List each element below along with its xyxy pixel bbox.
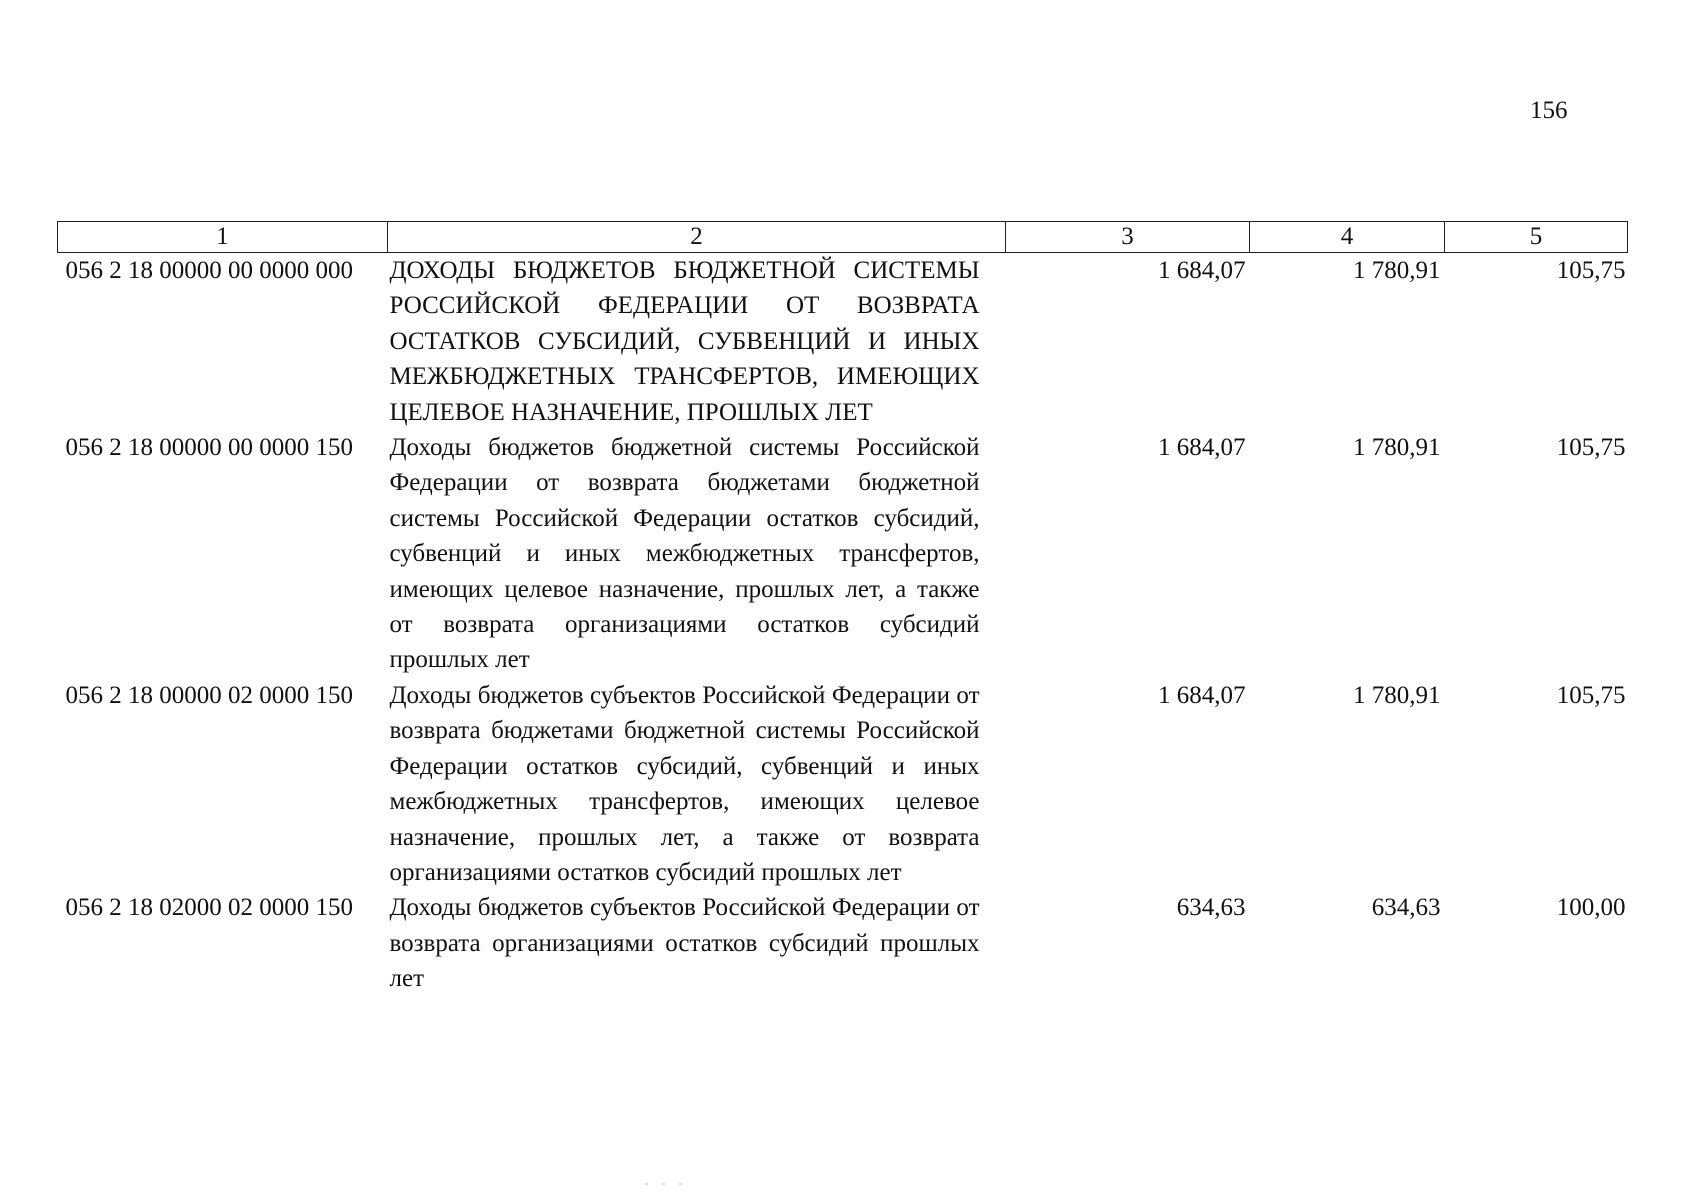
header-cell-1: 1 xyxy=(58,222,388,253)
row-code: 056 2 18 00000 00 0000 150 xyxy=(65,434,353,462)
row-name: Доходы бюджетов субъектов Российской Федерации от возврата бюджетами бюджетной системы Российской Федерации остатков субсидий, субвенций и иных межбюджетных трансфертов, имеющих целевое назначение, прошлых лет, а также от возврата организациями остатков субсидий прошлых лет xyxy=(389,681,980,886)
table-row xyxy=(58,430,1628,678)
page-number: 156 xyxy=(1530,97,1568,124)
row-col4-value: 1 780,91 xyxy=(1353,681,1441,709)
table-row xyxy=(58,890,1628,996)
table-row xyxy=(58,253,1628,431)
header-cell-3: 3 xyxy=(1006,222,1250,253)
row-col5-value: 105,75 xyxy=(1556,434,1626,462)
row-col3-value: 634,63 xyxy=(1176,894,1246,922)
table-body xyxy=(58,253,1628,997)
scan-dot xyxy=(662,1183,665,1185)
scan-dot xyxy=(645,1183,648,1185)
row-name: ДОХОДЫ БЮДЖЕТОВ БЮДЖЕТНОЙ СИСТЕМЫ РОССИЙСКОЙ ФЕДЕРАЦИИ ОТ ВОЗВРАТА ОСТАТКОВ СУБСИДИЙ, СУБВЕНЦИЙ И ИНЫХ МЕЖБЮДЖЕТНЫХ ТРАНСФЕРТОВ, ИМЕЮЩИХ ЦЕЛЕВОЕ НАЗНАЧЕНИЕ, ПРОШЛЫХ ЛЕТ xyxy=(389,257,980,426)
row-name: Доходы бюджетов субъектов Российской Федерации от возврата организациями остатков субсидий прошлых лет xyxy=(389,894,980,993)
row-code: 056 2 18 02000 02 0000 150 xyxy=(65,894,353,922)
row-col4-value: 1 780,91 xyxy=(1353,434,1441,462)
row-col3-value: 1 684,07 xyxy=(1158,681,1246,709)
row-col3-value: 1 684,07 xyxy=(1158,257,1246,284)
report-table-container xyxy=(57,221,1627,997)
row-col3-value: 1 684,07 xyxy=(1158,434,1246,462)
row-col4-value: 1 780,91 xyxy=(1353,257,1441,284)
table-row xyxy=(58,678,1628,890)
header-cell-4: 4 xyxy=(1250,222,1445,253)
header-cell-5: 5 xyxy=(1445,222,1628,253)
table-header xyxy=(58,222,1628,253)
row-col5-value: 100,00 xyxy=(1556,894,1626,922)
row-col4-value: 634,63 xyxy=(1371,894,1441,922)
scan-dot xyxy=(679,1183,682,1185)
scan-artifact xyxy=(645,1172,715,1180)
row-col5-value: 105,75 xyxy=(1556,681,1626,709)
row-col5-value: 105,75 xyxy=(1556,257,1626,284)
header-cell-2: 2 xyxy=(388,222,1006,253)
row-code: 056 2 18 00000 02 0000 150 xyxy=(65,681,353,709)
row-name: Доходы бюджетов бюджетной системы Российской Федерации от возврата бюджетами бюджетной системы Российской Федерации остатков субсидий, субвенций и иных межбюджетных трансфертов, имеющих целевое назначение, прошлых лет, а также от возврата организациями остатков субсидий прошлых лет xyxy=(389,434,980,674)
report-table xyxy=(57,221,1628,997)
header-row xyxy=(58,222,1628,253)
row-code: 056 2 18 00000 00 0000 000 xyxy=(65,257,353,284)
